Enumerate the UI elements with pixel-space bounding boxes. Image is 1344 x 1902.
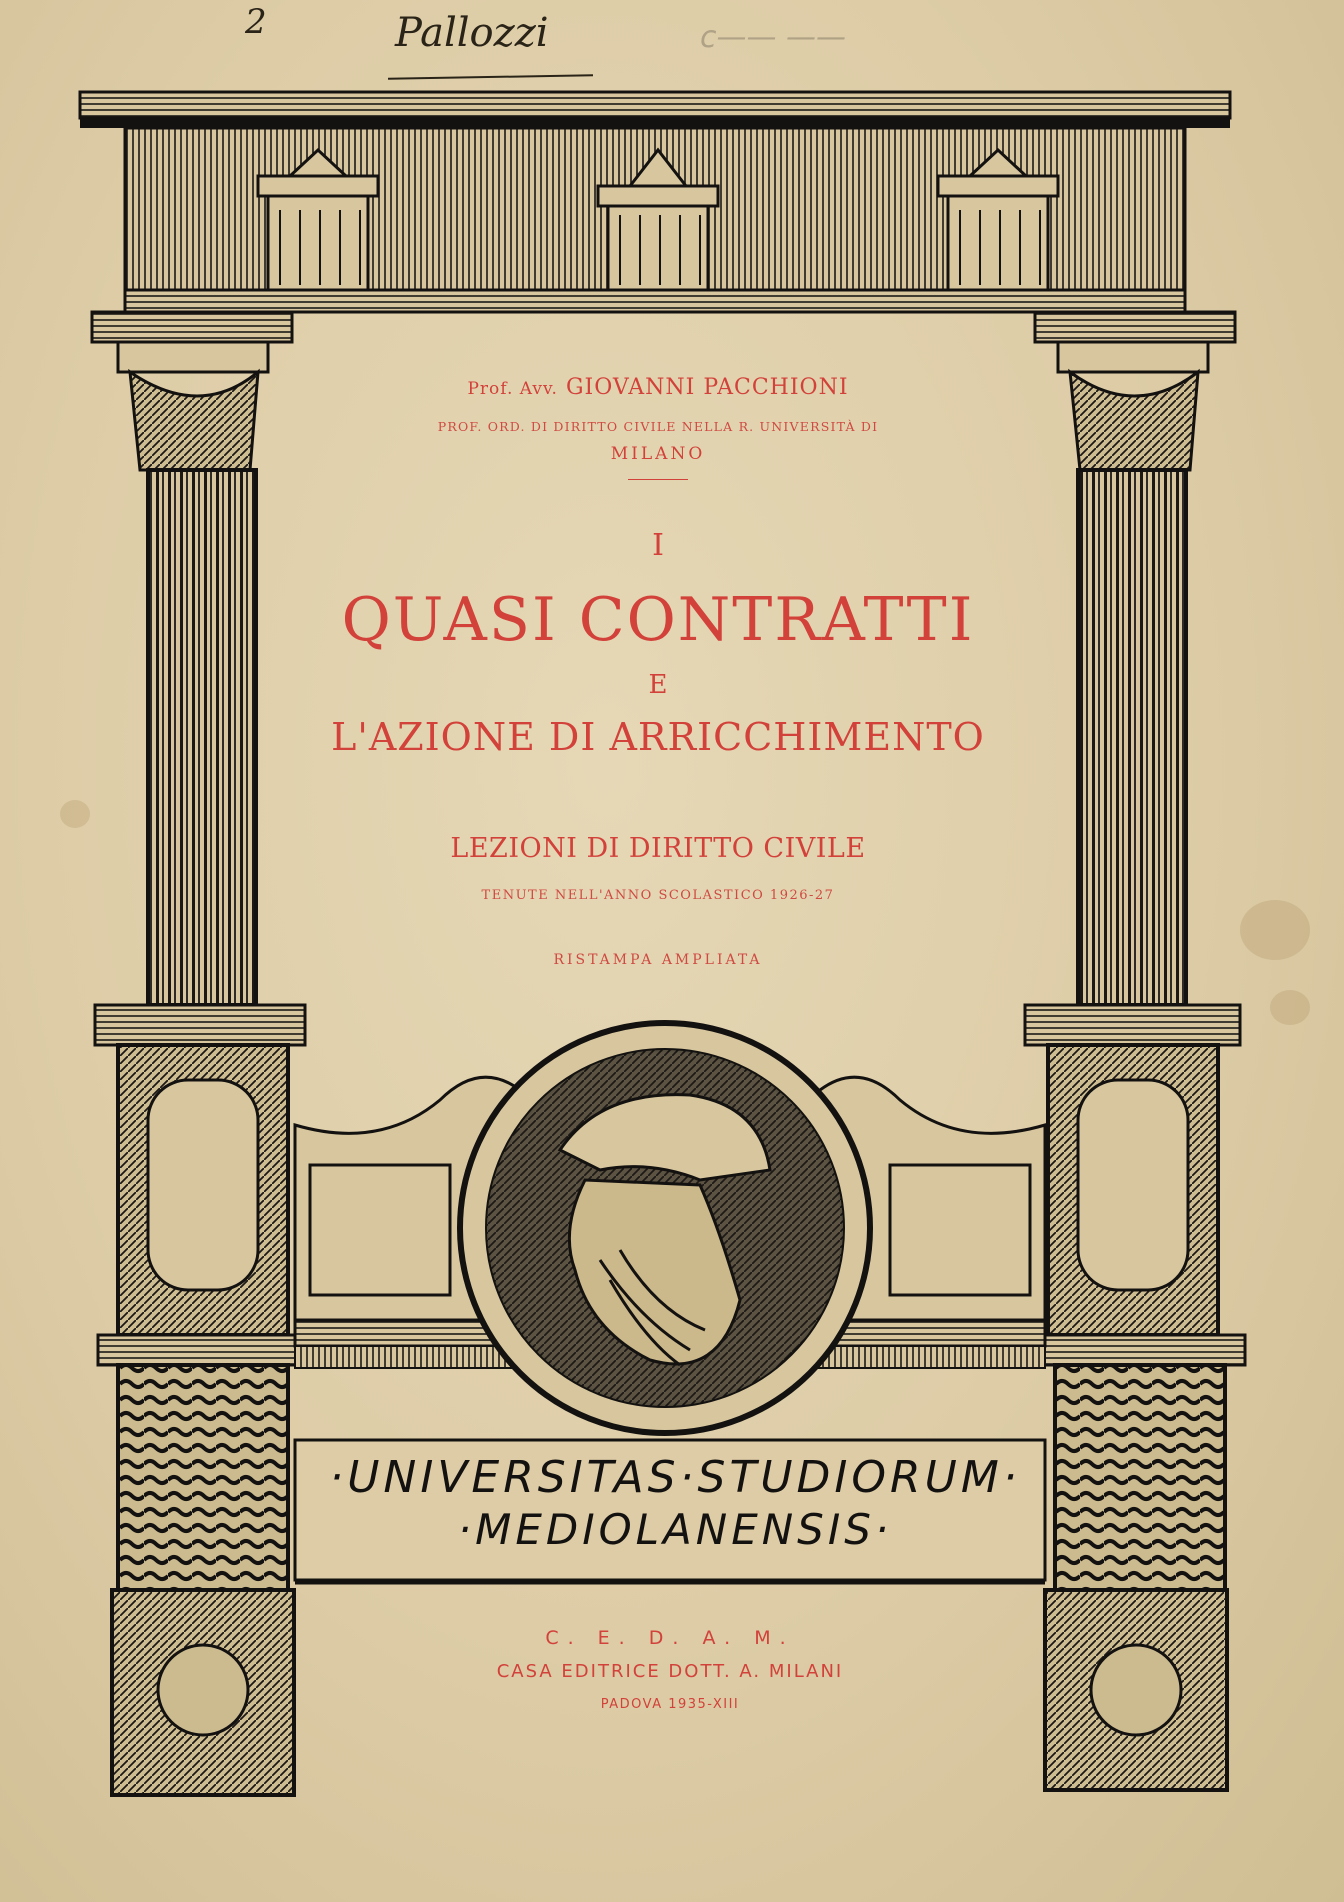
publication-place-date: PADOVA 1935-XIII [600, 1697, 740, 1712]
author-affiliation: PROF. ORD. DI DIRITTO CIVILE NELLA R. UNIVERSITÀ DI [437, 419, 879, 434]
title-line-3: E [648, 670, 668, 700]
author-name: GIOVANNI PACCHIONI [565, 375, 849, 400]
subtitle-line-2: TENUTE NELL'ANNO SCOLASTICO 1926-27 [481, 888, 835, 903]
author-line [258, 375, 1058, 400]
university-motto-line-1: ·UNIVERSITAS·STUDIORUM· [329, 1452, 1021, 1503]
title-line-1: I [652, 528, 664, 563]
university-motto-line-2: ·MEDIOLANENSIS· [457, 1505, 893, 1554]
author-city: MILANO [610, 444, 706, 464]
publisher-name: CASA EDITRICE DOTT. A. MILANI [496, 1661, 844, 1682]
faint-pencil-scribble: c—— —— [700, 20, 847, 55]
edition-note: RISTAMPA AMPLIATA [553, 952, 763, 968]
handwritten-owner-name: Pallozzi [395, 10, 549, 56]
divider-rule [628, 479, 688, 480]
title-line-4: L'AZIONE DI ARRICCHIMENTO [331, 715, 985, 759]
title-line-2: QUASI CONTRATTI [341, 585, 975, 655]
title-panel [258, 325, 1058, 1025]
publisher-acronym: C. E. D. A. M. [545, 1627, 795, 1649]
author-prefix: Prof. Avv. [467, 379, 558, 399]
subtitle-line-1: LEZIONI DI DIRITTO CIVILE [450, 833, 866, 864]
handwritten-number: 2 [245, 2, 267, 42]
